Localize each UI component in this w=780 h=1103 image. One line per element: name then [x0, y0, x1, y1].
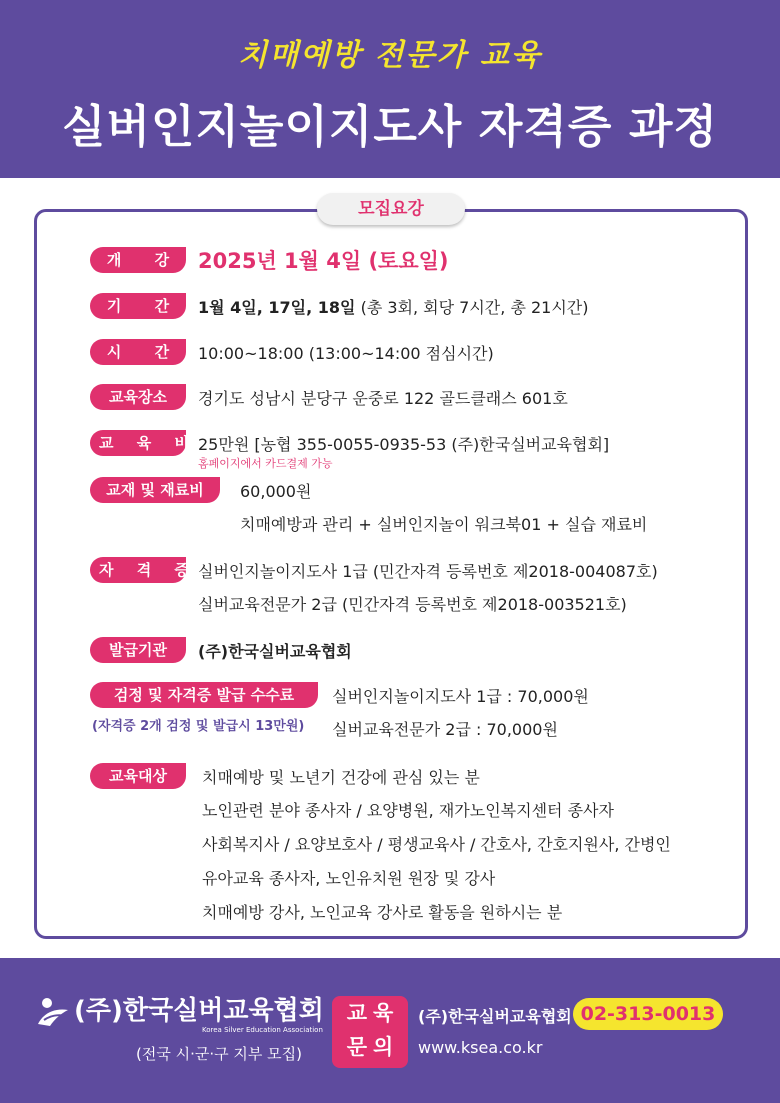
- value-venue: 경기도 성남시 분당구 운중로 122 골드클래스 601호: [198, 389, 568, 408]
- label-opening: 개 강: [90, 247, 186, 273]
- footer-branch-recruit: (전국 시·군·구 지부 모집): [136, 1045, 302, 1063]
- value-materials-detail: 치매예방과 관리 + 실버인지놀이 워크북01 + 실습 재료비: [240, 515, 648, 534]
- value-target-3: 사회복지사 / 요양보호사 / 평생교육사 / 간호사, 간호지원사, 간병인: [202, 835, 671, 854]
- value-certificate-2: 실버교육전문가 2급 (민간자격 등록번호 제2018-003521호): [198, 595, 627, 614]
- ksea-logo-icon: [36, 994, 70, 1028]
- edu-badge-line2: 문의: [346, 1035, 400, 1059]
- header-subtitle: 치매예방 전문가 교육: [238, 38, 542, 73]
- value-issuer: (주)한국실버교육협회: [198, 642, 352, 661]
- value-target-2: 노인관련 분야 종사자 / 요양병원, 재가노인복지센터 종사자: [202, 801, 614, 820]
- value-time: 10:00~18:00 (13:00~14:00 점심시간): [198, 344, 494, 363]
- note-card-payment: 홈페이지에서 카드결제 가능: [198, 457, 333, 470]
- label-certificate: 자 격 증: [90, 557, 186, 583]
- education-inquiry-badge: [332, 996, 408, 1068]
- value-target-4: 유아교육 종사자, 노인유치원 원장 및 강사: [202, 869, 496, 888]
- label-target: 교육대상: [90, 763, 186, 789]
- contact-org-name: (주)한국실버교육협회: [418, 1007, 572, 1026]
- note-exam-fee: (자격증 2개 검정 및 발급시 13만원): [92, 719, 305, 734]
- value-period: [198, 295, 589, 318]
- label-period: 기 간: [90, 293, 186, 319]
- label-fee: 교 육 비: [90, 430, 186, 456]
- contact-website-link[interactable]: www.ksea.co.kr: [418, 1038, 543, 1057]
- value-certificate-1: 실버인지놀이지도사 1급 (민간자격 등록번호 제2018-004087호): [198, 562, 658, 581]
- value-exam-fee-2: 실버교육전문가 2급 : 70,000원: [332, 720, 558, 739]
- value-period-detail: (총 3회, 회당 7시간, 총 21시간): [355, 298, 589, 317]
- header-banner: [0, 0, 780, 178]
- value-target-1: 치매예방 및 노년기 건강에 관심 있는 분: [202, 768, 480, 787]
- value-target-5: 치매예방 강사, 노인교육 강사로 활동을 원하시는 분: [202, 903, 563, 922]
- footer-org-name: (주)한국실버교육협회: [74, 996, 324, 1026]
- value-opening: 2025년 1월 4일 (토요일): [198, 249, 449, 273]
- contact-phone[interactable]: 02-313-0013: [573, 998, 723, 1030]
- page-title: 실버인지놀이지도사 자격증 과정: [62, 100, 718, 153]
- label-materials: 교재 및 재료비: [90, 477, 220, 503]
- footer-org-english-name: Korea Silver Education Association: [202, 1026, 323, 1034]
- footer: [0, 958, 780, 1103]
- label-exam-fee: 검정 및 자격증 발급 수수료: [90, 682, 318, 708]
- value-exam-fee-1: 실버인지놀이지도사 1급 : 70,000원: [332, 687, 589, 706]
- value-materials: 60,000원: [240, 482, 312, 501]
- value-period-dates: 1월 4일, 17일, 18일: [198, 298, 356, 317]
- section-tab-recruitment: 모집요강: [317, 193, 465, 225]
- label-venue: 교육장소: [90, 384, 186, 410]
- label-issuer: 발급기관: [90, 637, 186, 663]
- label-time: 시 간: [90, 339, 186, 365]
- value-fee: 25만원 [농협 355-0055-0935-53 (주)한국실버교육협회]: [198, 435, 610, 454]
- edu-badge-line1: 교육: [346, 1001, 400, 1025]
